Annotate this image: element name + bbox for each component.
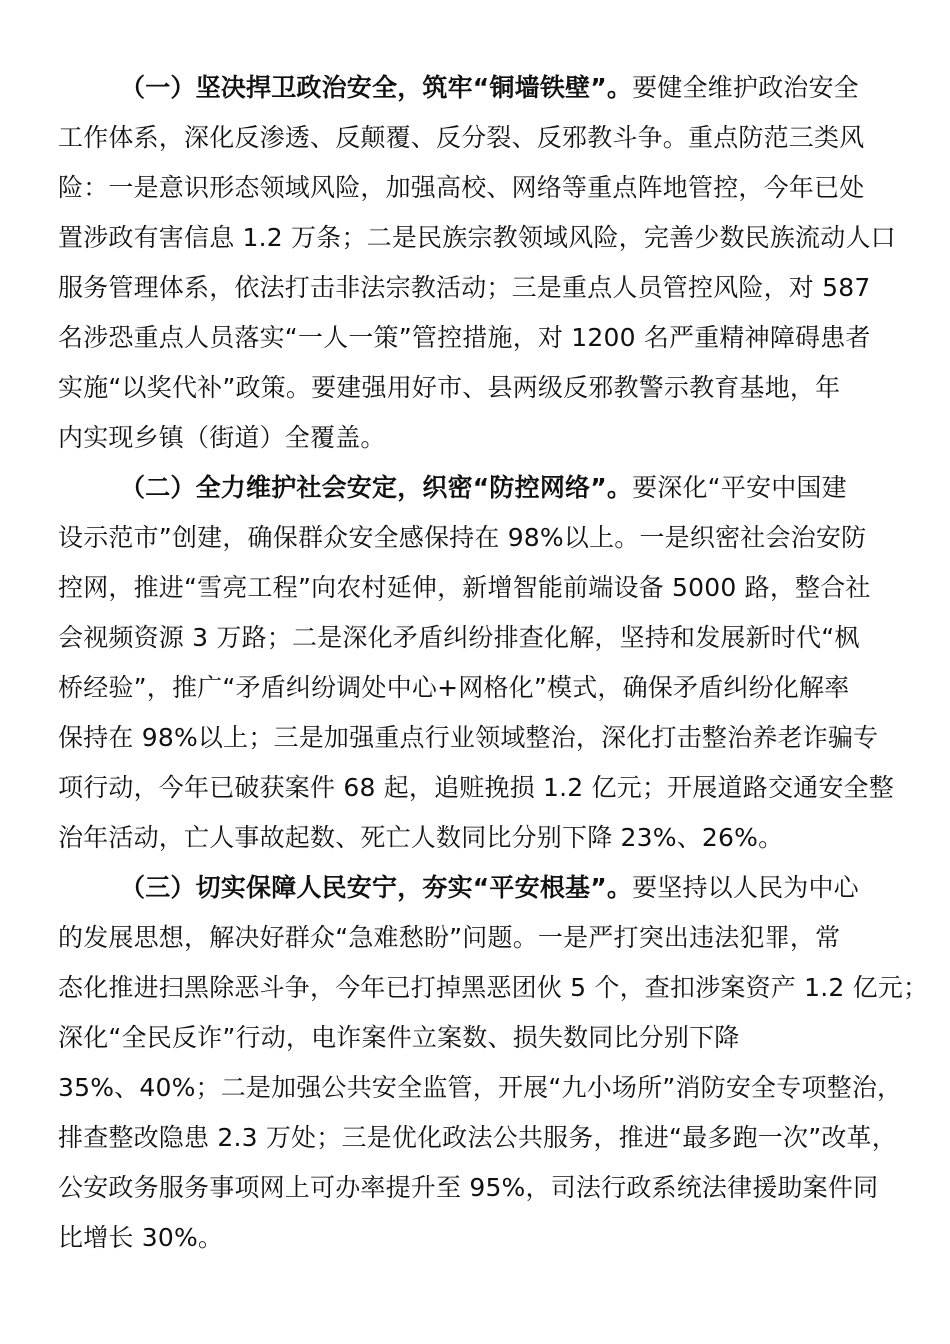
section-3-line-3: 深化“全民反诈”行动，电诈案件立案数、损失数同比分别下降 [58, 1023, 740, 1052]
section-1-line-1: 工作体系，深化反渗透、反颠覆、反分裂、反邪教斗争。重点防范三类风 [58, 123, 865, 152]
section-1-line-6: 实施“以奖代补”政策。要建强用好市、县两级反邪教警示教育基地，年 [58, 373, 841, 402]
section-2-line-3: 会视频资源 3 万路；二是深化矛盾纠纷排查化解，坚持和发展新时代“枫 [58, 623, 860, 652]
section-2-line-1: 设示范市”创建，确保群众安全感保持在 98%以上。一是织密社会治安防 [58, 523, 867, 552]
section-3-line-2: 态化推进扫黑除恶斗争，今年已打掉黑恶团伙 5 个，查扣涉案资产 1.2 亿元； [58, 973, 929, 1002]
section-2-line-7: 治年活动，亡人事故起数、死亡人数同比分别下降 23%、26%。 [58, 823, 784, 852]
section-2-line-6: 项行动，今年已破获案件 68 起，追赃挽损 1.2 亿元；开展道路交通安全整 [58, 773, 894, 802]
section-2-first-line-text: 要深化“平安中国建 [632, 473, 847, 502]
section-1-first-line-text: 要健全维护政治安全 [632, 73, 859, 102]
section-1-line-7: 内实现乡镇（街道）全覆盖。 [58, 423, 386, 452]
section-3-first-line [120, 872, 920, 904]
section-1-line-4: 服务管理体系，依法打击非法宗教活动；三是重点人员管控风险，对 587 [58, 273, 871, 302]
section-3-line-1: 的发展思想，解决好群众“急难愁盼”问题。一是严打突出违法犯罪，常 [58, 923, 841, 952]
section-3-line-7: 比增长 30%。 [58, 1223, 224, 1252]
section-1-line-5: 名涉恐重点人员落实“一人一策”管控措施，对 1200 名严重精神障碍患者 [58, 323, 871, 352]
section-2-heading: （二）全力维护社会安定，织密“防控网络”。 [120, 473, 633, 502]
section-3-first-line-text: 要坚持以人民为中心 [632, 873, 859, 902]
section-1-line-2: 险：一是意识形态领域风险，加强高校、网络等重点阵地管控，今年已处 [58, 173, 865, 202]
section-2-first-line [120, 472, 920, 504]
section-2-line-2: 控网，推进“雪亮工程”向农村延伸，新增智能前端设备 5000 路，整合社 [58, 573, 871, 602]
section-3-line-4: 35%、40%；二是加强公共安全监管，开展“九小场所”消防安全专项整治， [58, 1073, 903, 1102]
section-3-line-6: 公安政务服务事项网上可办率提升至 95%，司法行政系统法律援助案件同 [58, 1173, 879, 1202]
section-2-line-4: 桥经验”，推广“矛盾纠纷调处中心+网格化”模式，确保矛盾纠纷化解率 [58, 673, 850, 702]
section-1-first-line [120, 72, 920, 104]
section-3-line-5: 排查整改隐患 2.3 万处；三是优化政法公共服务，推进“最多跑一次”改革， [58, 1123, 897, 1152]
section-2-line-5: 保持在 98%以上；三是加强重点行业领域整治，深化打击整治养老诈骗专 [58, 723, 879, 752]
section-1-line-3: 置涉政有害信息 1.2 万条；二是民族宗教领域风险，完善少数民族流动人口 [58, 223, 896, 252]
section-3-heading: （三）切实保障人民安宁，夯实“平安根基”。 [120, 873, 633, 902]
section-1-heading: （一）坚决捍卫政治安全，筑牢“铜墙铁壁”。 [120, 73, 633, 102]
